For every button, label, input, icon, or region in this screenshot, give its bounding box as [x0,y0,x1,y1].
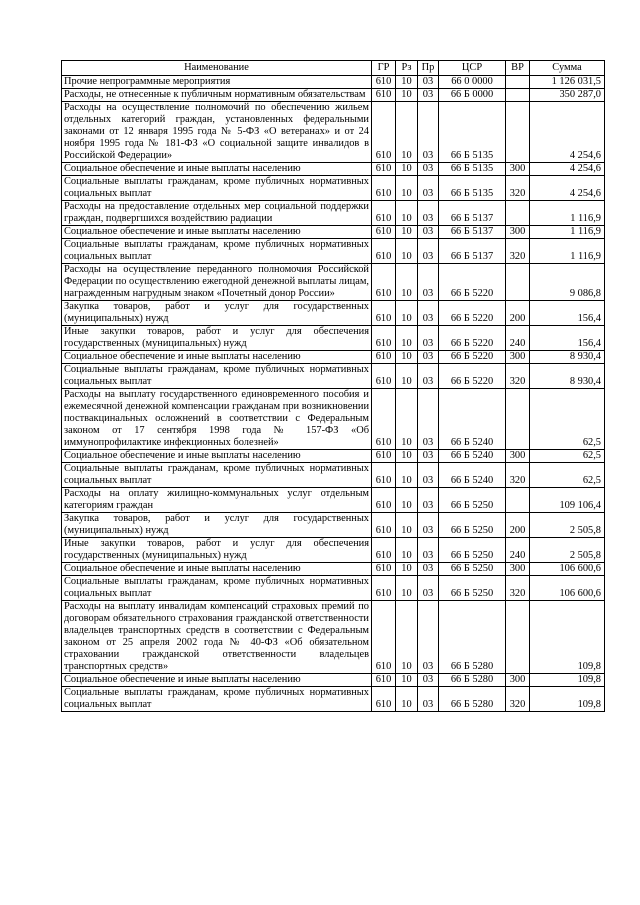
row-csr: 66 Б 5240 [439,389,506,450]
table-row [62,89,605,102]
row-rz: 10 [396,89,418,102]
row-sum: 9 086,8 [530,264,605,301]
row-csr: 66 Б 5240 [439,450,506,463]
row-csr: 66 Б 5137 [439,201,506,226]
row-sum: 4 254,6 [530,102,605,163]
row-pr: 03 [418,239,439,264]
table-row [62,538,605,563]
row-vr: 320 [506,576,530,601]
row-pr: 03 [418,89,439,102]
row-sum: 62,5 [530,389,605,450]
row-gr: 610 [372,176,396,201]
row-sum: 109,8 [530,687,605,712]
row-gr: 610 [372,239,396,264]
table-header-row [62,61,605,76]
row-rz: 10 [396,687,418,712]
row-csr: 66 Б 5280 [439,687,506,712]
row-pr: 03 [418,513,439,538]
row-csr: 66 Б 5220 [439,351,506,364]
row-name: Социальное обеспечение и иные выплаты населению [62,563,372,576]
table-row [62,450,605,463]
row-gr: 610 [372,450,396,463]
row-vr: 320 [506,176,530,201]
row-gr: 610 [372,351,396,364]
row-vr: 320 [506,687,530,712]
row-sum: 106 600,6 [530,576,605,601]
row-sum: 62,5 [530,463,605,488]
row-vr: 200 [506,301,530,326]
row-gr: 610 [372,326,396,351]
table-body [62,76,605,712]
row-csr: 66 0 0000 [439,76,506,89]
row-pr: 03 [418,326,439,351]
row-sum: 1 116,9 [530,201,605,226]
table-row [62,576,605,601]
row-gr: 610 [372,538,396,563]
row-pr: 03 [418,450,439,463]
row-name: Расходы на выплату государственного единовременного пособия и ежемесячной денежной компенсации гражданам при возникновении поствакцинальных осложнений в соответствии с Федеральным законом от 17 сентября 1998 года № 157-ФЗ «Об иммунопрофилактике инфекционных болезней» [62,389,372,450]
row-name: Социальные выплаты гражданам, кроме публичных нормативных социальных выплат [62,463,372,488]
row-rz: 10 [396,226,418,239]
row-vr: 240 [506,326,530,351]
table-row [62,226,605,239]
row-sum: 1 116,9 [530,239,605,264]
row-rz: 10 [396,351,418,364]
row-csr: 66 Б 5135 [439,176,506,201]
row-rz: 10 [396,301,418,326]
row-pr: 03 [418,364,439,389]
row-pr: 03 [418,488,439,513]
row-pr: 03 [418,674,439,687]
row-csr: 66 Б 5220 [439,301,506,326]
row-rz: 10 [396,364,418,389]
row-vr: 300 [506,450,530,463]
table-row [62,513,605,538]
row-pr: 03 [418,463,439,488]
row-csr: 66 Б 5250 [439,576,506,601]
row-csr: 66 Б 5135 [439,163,506,176]
row-csr: 66 Б 0000 [439,89,506,102]
row-csr: 66 Б 5135 [439,102,506,163]
row-gr: 610 [372,89,396,102]
row-pr: 03 [418,563,439,576]
row-rz: 10 [396,513,418,538]
row-name: Социальное обеспечение и иные выплаты населению [62,351,372,364]
row-rz: 10 [396,163,418,176]
row-csr: 66 Б 5250 [439,538,506,563]
row-vr: 200 [506,513,530,538]
row-name: Расходы на осуществление переданного полномочия Российской Федерации по осуществлению ежегодной денежной выплаты лицам, награжденным нагрудным знаком «Почетный донор России» [62,264,372,301]
row-name: Закупка товаров, работ и услуг для государственных (муниципальных) нужд [62,301,372,326]
table-row [62,674,605,687]
row-pr: 03 [418,163,439,176]
row-gr: 610 [372,264,396,301]
row-csr: 66 Б 5250 [439,513,506,538]
row-vr: 300 [506,226,530,239]
row-vr: 320 [506,463,530,488]
row-vr: 300 [506,163,530,176]
row-pr: 03 [418,301,439,326]
row-name: Социальное обеспечение и иные выплаты населению [62,226,372,239]
row-rz: 10 [396,576,418,601]
row-pr: 03 [418,389,439,450]
row-csr: 66 Б 5250 [439,563,506,576]
row-vr [506,89,530,102]
row-pr: 03 [418,351,439,364]
row-name: Расходы на оплату жилищно-коммунальных услуг отдельным категориям граждан [62,488,372,513]
row-sum: 4 254,6 [530,163,605,176]
row-gr: 610 [372,513,396,538]
table-row [62,389,605,450]
row-rz: 10 [396,176,418,201]
row-name: Социальное обеспечение и иные выплаты населению [62,163,372,176]
table-row [62,163,605,176]
row-name: Расходы на выплату инвалидам компенсаций страховых премий по договорам обязательного страхования гражданской ответственности владельцев транспортных средств в соответствии с Федеральным законом от 25 апреля 2002 года № 40-ФЗ «Об обязательном страховании гражданской ответственности владельцев транспортных средств» [62,601,372,674]
row-rz: 10 [396,389,418,450]
row-vr: 300 [506,563,530,576]
row-name: Социальное обеспечение и иные выплаты населению [62,674,372,687]
row-pr: 03 [418,576,439,601]
row-csr: 66 Б 5240 [439,463,506,488]
row-gr: 610 [372,364,396,389]
row-sum: 4 254,6 [530,176,605,201]
row-sum: 109,8 [530,674,605,687]
row-gr: 610 [372,226,396,239]
row-rz: 10 [396,102,418,163]
row-vr [506,102,530,163]
column-header-name: Наименование [62,61,372,76]
row-gr: 610 [372,488,396,513]
row-name: Закупка товаров, работ и услуг для государственных (муниципальных) нужд [62,513,372,538]
row-gr: 610 [372,163,396,176]
table-row [62,201,605,226]
table-row [62,463,605,488]
row-gr: 610 [372,674,396,687]
budget-table [61,60,605,712]
row-name: Расходы, не отнесенные к публичным нормативным обязательствам [62,89,372,102]
row-gr: 610 [372,201,396,226]
table-row [62,326,605,351]
column-header-csr: ЦСР [439,61,506,76]
row-sum: 2 505,8 [530,538,605,563]
row-vr [506,201,530,226]
row-gr: 610 [372,102,396,163]
row-gr: 610 [372,463,396,488]
row-gr: 610 [372,76,396,89]
row-vr: 300 [506,351,530,364]
row-sum: 8 930,4 [530,364,605,389]
table-row [62,264,605,301]
table-row [62,364,605,389]
row-pr: 03 [418,226,439,239]
row-sum: 350 287,0 [530,89,605,102]
table-row [62,488,605,513]
row-sum: 8 930,4 [530,351,605,364]
row-pr: 03 [418,538,439,563]
table-row [62,301,605,326]
row-vr [506,389,530,450]
row-name: Социальное обеспечение и иные выплаты населению [62,450,372,463]
row-vr: 320 [506,239,530,264]
row-csr: 66 Б 5220 [439,264,506,301]
row-vr [506,76,530,89]
row-sum: 2 505,8 [530,513,605,538]
row-pr: 03 [418,201,439,226]
row-name: Социальные выплаты гражданам, кроме публичных нормативных социальных выплат [62,176,372,201]
row-rz: 10 [396,264,418,301]
table-row [62,687,605,712]
row-gr: 610 [372,301,396,326]
row-gr: 610 [372,563,396,576]
row-name: Прочие непрограммные мероприятия [62,76,372,89]
row-sum: 109 106,4 [530,488,605,513]
row-name: Социальные выплаты гражданам, кроме публичных нормативных социальных выплат [62,576,372,601]
table-row [62,76,605,89]
row-vr: 300 [506,674,530,687]
row-pr: 03 [418,264,439,301]
row-rz: 10 [396,601,418,674]
row-vr [506,264,530,301]
row-vr: 320 [506,364,530,389]
row-csr: 66 Б 5220 [439,364,506,389]
row-pr: 03 [418,687,439,712]
row-sum: 62,5 [530,450,605,463]
row-csr: 66 Б 5220 [439,326,506,351]
row-vr [506,601,530,674]
row-rz: 10 [396,450,418,463]
row-sum: 1 126 031,5 [530,76,605,89]
row-gr: 610 [372,576,396,601]
row-csr: 66 Б 5137 [439,226,506,239]
row-rz: 10 [396,538,418,563]
row-pr: 03 [418,601,439,674]
row-sum: 156,4 [530,301,605,326]
row-vr: 240 [506,538,530,563]
column-header-sum: Сумма [530,61,605,76]
row-gr: 610 [372,601,396,674]
row-csr: 66 Б 5137 [439,239,506,264]
row-name: Иные закупки товаров, работ и услуг для обеспечения государственных (муниципальных) нужд [62,326,372,351]
row-csr: 66 Б 5280 [439,601,506,674]
row-name: Социальные выплаты гражданам, кроме публичных нормативных социальных выплат [62,687,372,712]
row-csr: 66 Б 5250 [439,488,506,513]
row-csr: 66 Б 5280 [439,674,506,687]
row-rz: 10 [396,488,418,513]
column-header-rz: Рз [396,61,418,76]
table-row [62,601,605,674]
table-row [62,176,605,201]
row-name: Расходы на осуществление полномочий по обеспечению жильем отдельных категорий граждан, установленных федеральными законами от 12 января 1995 года № 5-ФЗ «О ветеранах» и от 24 ноября 1995 года № 181-ФЗ «О социальной защите инвалидов в Российской Федерации» [62,102,372,163]
row-gr: 610 [372,389,396,450]
row-rz: 10 [396,76,418,89]
row-name: Расходы на предоставление отдельных мер социальной поддержки граждан, подвергшихся воздействию радиации [62,201,372,226]
row-name: Социальные выплаты гражданам, кроме публичных нормативных социальных выплат [62,364,372,389]
row-gr: 610 [372,687,396,712]
row-pr: 03 [418,102,439,163]
table-row [62,239,605,264]
row-sum: 106 600,6 [530,563,605,576]
row-pr: 03 [418,176,439,201]
row-name: Иные закупки товаров, работ и услуг для обеспечения государственных (муниципальных) нужд [62,538,372,563]
row-rz: 10 [396,201,418,226]
row-vr [506,488,530,513]
table-row [62,102,605,163]
row-sum: 156,4 [530,326,605,351]
row-rz: 10 [396,463,418,488]
table-row [62,563,605,576]
row-sum: 109,8 [530,601,605,674]
row-rz: 10 [396,326,418,351]
row-rz: 10 [396,563,418,576]
row-sum: 1 116,9 [530,226,605,239]
row-name: Социальные выплаты гражданам, кроме публичных нормативных социальных выплат [62,239,372,264]
column-header-pr: Пр [418,61,439,76]
row-pr: 03 [418,76,439,89]
row-rz: 10 [396,674,418,687]
column-header-gr: ГР [372,61,396,76]
table-row [62,351,605,364]
column-header-vr: ВР [506,61,530,76]
row-rz: 10 [396,239,418,264]
